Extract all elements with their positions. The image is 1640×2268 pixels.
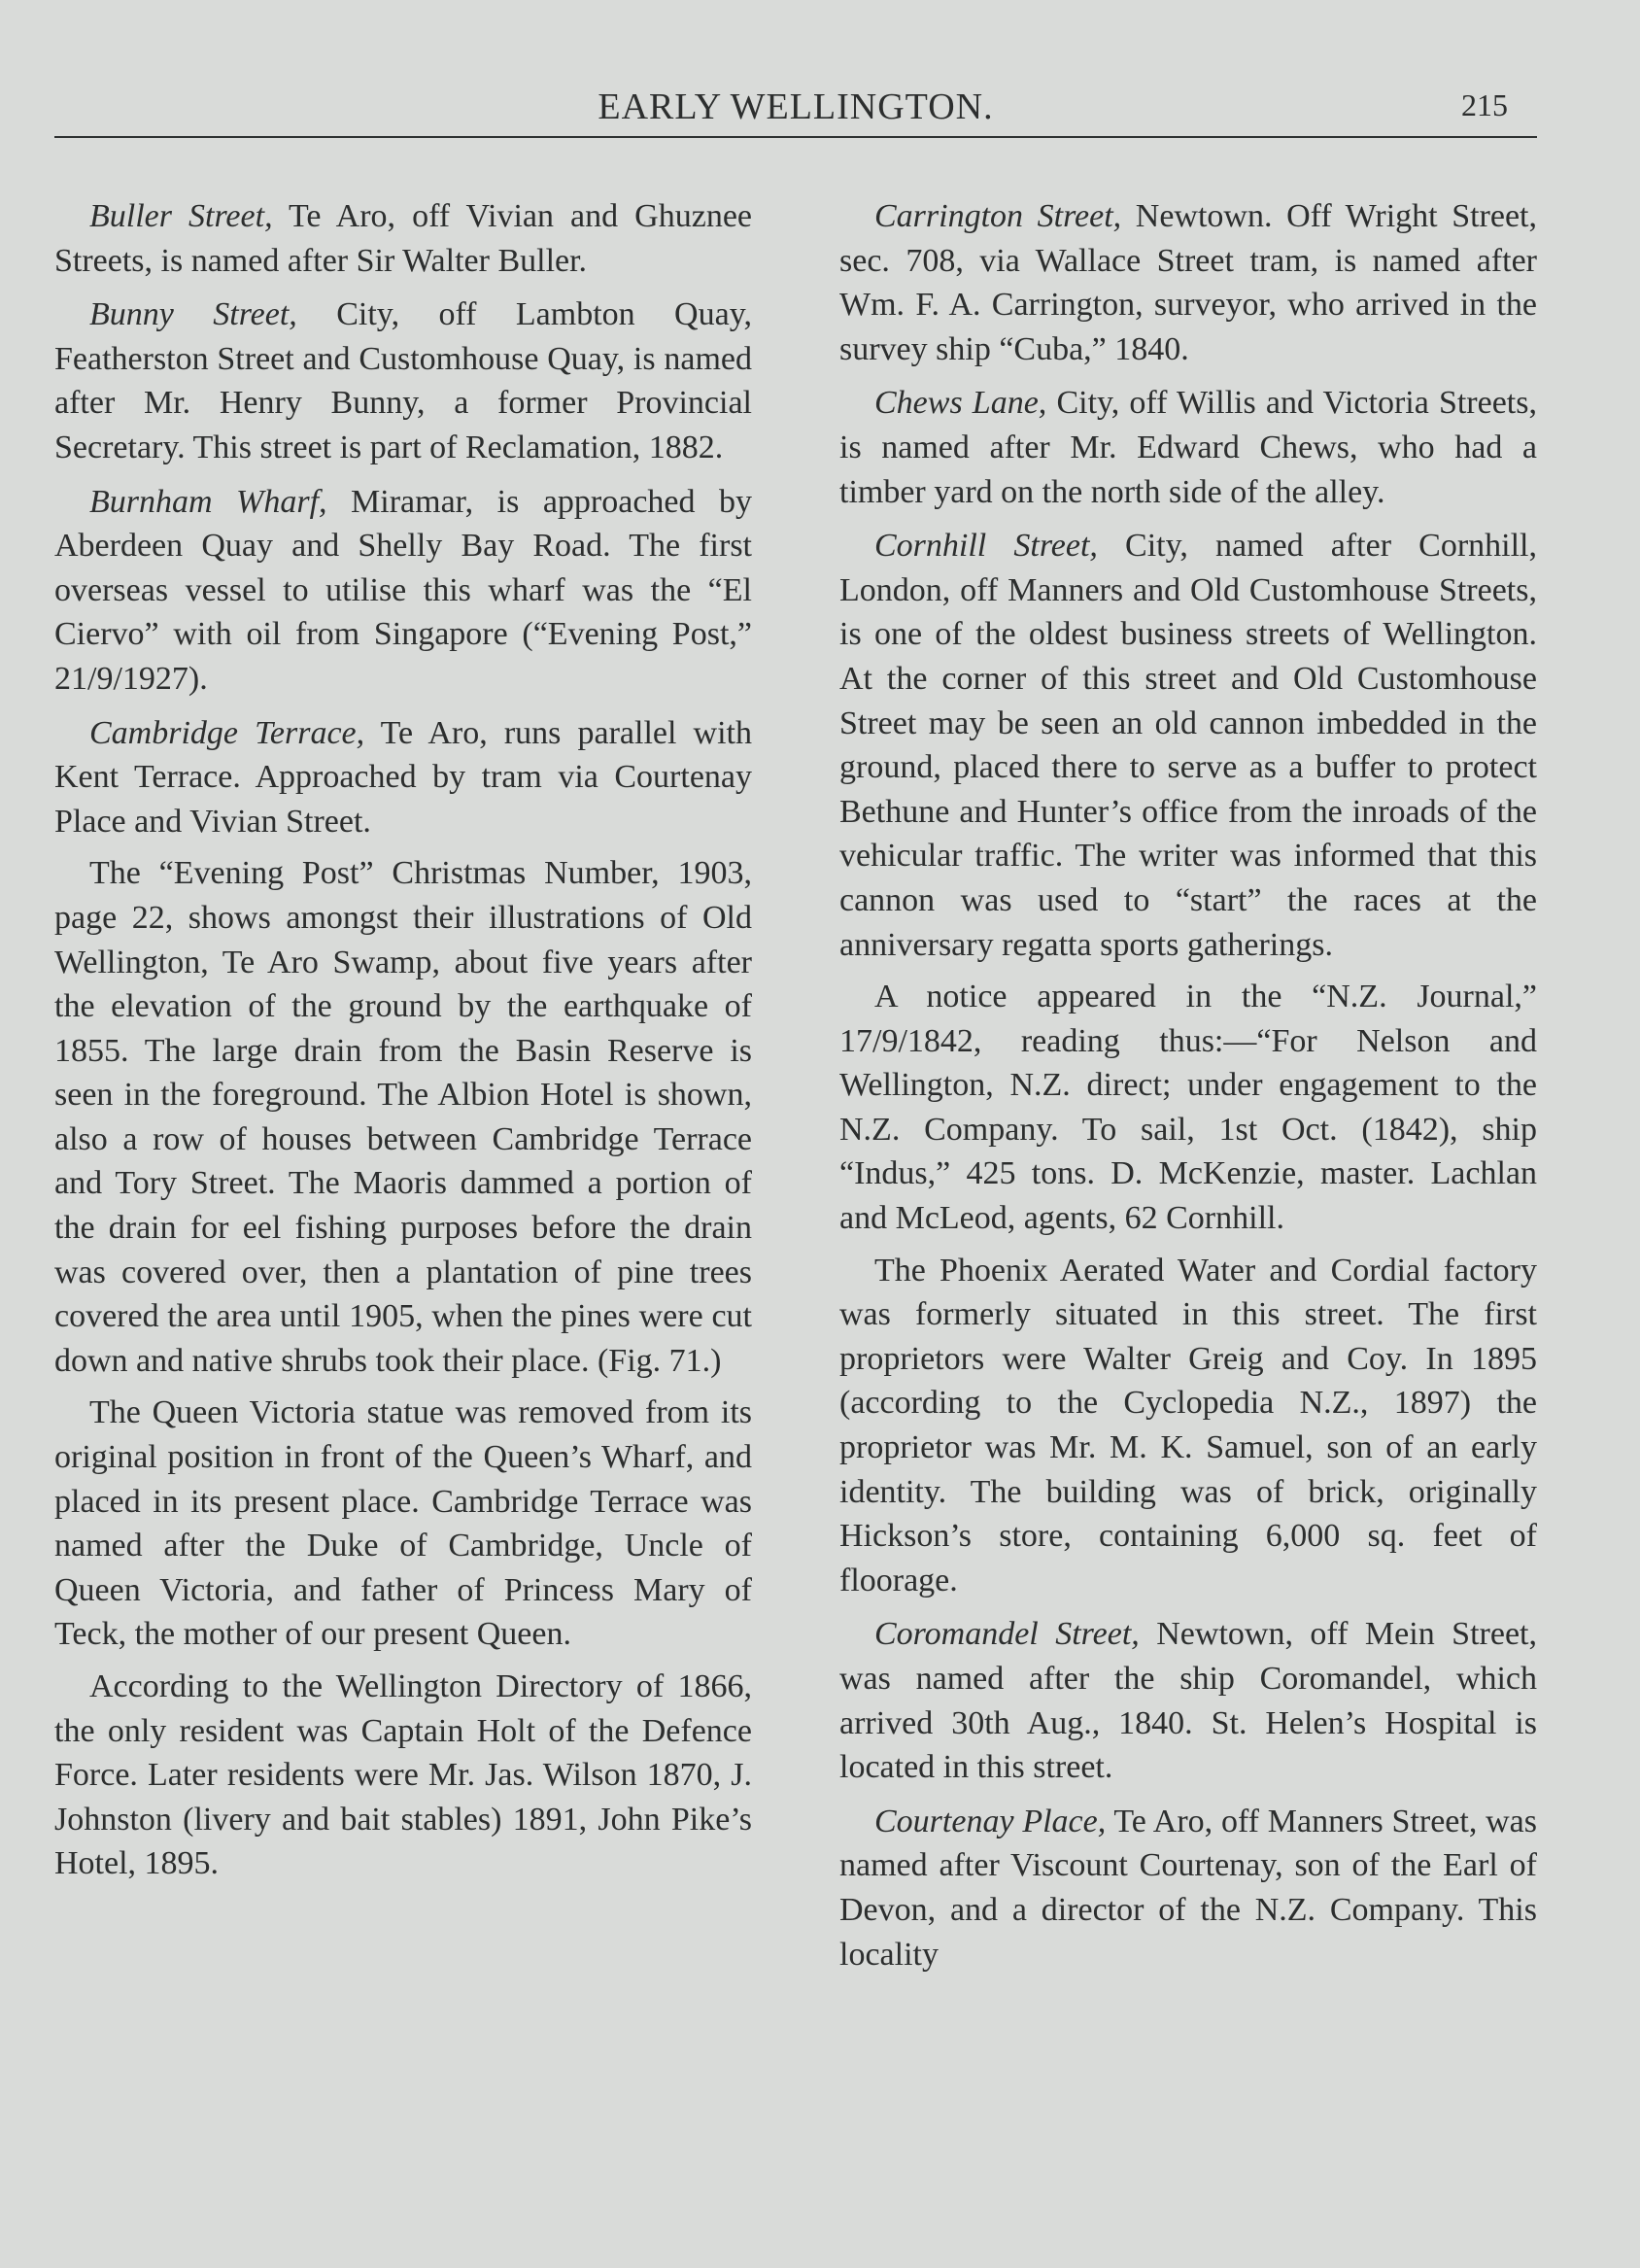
street-name: Chews Lane, bbox=[874, 385, 1047, 422]
paragraph-text: Te Aro, runs parallel with Kent Terrace. Approached by tram via Courtenay Place and Vivian Street. bbox=[54, 714, 752, 840]
paragraph-text: The Phoenix Aerated Water and Cordial factory was formerly situated in this street. The first proprietors were Walter Greig and Coy. In 1895 (according to the Cyclopedia N.Z., 1897) the proprietor was Mr. M. K. Samuel, son of an early identity. The building was of brick, originally Hickson’s store, containing 6,000 sq. feet of floorage. bbox=[839, 1252, 1537, 1598]
paragraph-queen-victoria-statue bbox=[54, 1391, 752, 1657]
paragraph-text: Te Aro, off Vivian and Ghuznee Streets, is named after Sir Walter Buller. bbox=[54, 198, 753, 279]
paragraph-text: City, named after Cornhill, London, off Manners and Old Customhouse Streets, is one of the oldest business streets of Wellington. At the corner of this street and Old Customhouse Street may be seen an old cannon imbedded in the ground, placed there to serve as a buffer to protect Bethune and Hunter’s office from the inroads of the vehicular traffic. The writer was informed that this cannon was used to “start” the races at the anniversary regatta sports gatherings. bbox=[839, 528, 1537, 963]
running-title: EARLY WELLINGTON. bbox=[598, 86, 994, 127]
paragraph-text: The “Evening Post” Christmas Number, 1903, page 22, shows amongst their illustrations of Old Wellington, Te Aro Swamp, about five years after the elevation of the ground by the earthquake of 1855. The large drain from the Basin Reserve is seen in the foreground. The Albion Hotel is shown, also a row of houses between Cambridge Terrace and Tory Street. The Maoris dammed a portion of the drain for eel fishing purposes before the drain was covered over, then a plantation of pine trees covered the area until 1905, when the pines were cut down and native shrubs took their place. (Fig. 71.) bbox=[54, 855, 752, 1379]
paragraph-wellington-directory bbox=[54, 1665, 752, 1886]
left-column bbox=[54, 194, 752, 1894]
paragraph-buller-street bbox=[54, 194, 752, 283]
street-name: Buller Street, bbox=[89, 198, 273, 234]
paragraph-text: Miramar, is approached by Aberdeen Quay and Shelly Bay Road. The first overseas vessel to utilise this wharf was the “El Ciervo” with oil from Singapore (“Evening Post,” 21/9/1927). bbox=[54, 483, 753, 697]
street-name: Coromandel Street, bbox=[874, 1616, 1140, 1653]
paragraph-text: According to the Wellington Directory of 1866, the only resident was Captain Holt of the Defence Force. Later residents were Mr. Jas. Wilson 1870, J. Johnston (livery and bait stables) 1891, John Pike’s Hotel, 1895. bbox=[54, 1668, 752, 1882]
paragraph-text: City, off Lambton Quay, Featherston Street and Customhouse Quay, is named after Mr. Henry Bunny, a former Provincial Secretary. This street is part of Reclamation, 1882. bbox=[54, 296, 752, 465]
paragraph-evening-post bbox=[54, 851, 752, 1383]
paragraph-text: City, off Willis and Victoria Streets, is named after Mr. Edward Chews, who had a timber yard on the north side of the alley. bbox=[839, 385, 1537, 510]
paragraph-cornhill-street bbox=[839, 524, 1537, 967]
paragraph-coromandel-street bbox=[839, 1612, 1537, 1789]
street-name: Burnham Wharf, bbox=[89, 483, 327, 520]
paragraph-text: Newtown, off Mein Street, was named after the ship Coromandel, which arrived 30th Aug., 1840. St. Helen’s Hospital is located in this street. bbox=[839, 1616, 1537, 1786]
paragraph-courtenay-place bbox=[839, 1800, 1537, 1976]
paragraph-chews-lane bbox=[839, 381, 1537, 514]
paragraph-text: A notice appeared in the “N.Z. Journal,” 17/9/1842, reading thus:—“For Nelson and Wellington, N.Z. direct; under engagement to the N.Z. Company. To sail, 1st Oct. (1842), ship “Indus,” 425 tons. D. McKenzie, master. Lachlan and McLeod, agents, 62 Cornhill. bbox=[839, 979, 1537, 1237]
street-name: Cambridge Terrace, bbox=[89, 714, 365, 751]
paragraph-carrington-street bbox=[839, 194, 1537, 371]
paragraph-cambridge-terrace bbox=[54, 711, 752, 844]
page-number: 215 bbox=[1461, 87, 1508, 122]
paragraph-bunny-street bbox=[54, 292, 752, 469]
paragraph-burnham-wharf bbox=[54, 480, 752, 702]
header-rule bbox=[54, 136, 1537, 138]
paragraph-phoenix-aerated-water bbox=[839, 1249, 1537, 1603]
street-name: Courtenay Place, bbox=[874, 1803, 1107, 1839]
paragraph-text: Newtown. Off Wright Street, sec. 708, via Wallace Street tram, is named after Wm. F. A. Carrington, surveyor, who arrived in the survey ship “Cuba,” 1840. bbox=[839, 198, 1538, 367]
page-header bbox=[54, 82, 1537, 138]
paragraph-text: Te Aro, off Manners Street, was named after Viscount Courtenay, son of the Earl of Devon, and a director of the N.Z. Company. This locality bbox=[839, 1803, 1537, 1973]
right-column bbox=[839, 194, 1537, 1984]
street-name: Cornhill Street, bbox=[874, 528, 1098, 565]
street-name: Bunny Street, bbox=[89, 296, 297, 333]
paragraph-text: The Queen Victoria statue was removed from its original position in front of the Queen’s Wharf, and placed in its present place. Cambridge Terrace was named after the Duke of Cambridge, Uncle of Queen Victoria, and father of Princess Mary of Teck, the mother of our present Queen. bbox=[54, 1394, 752, 1653]
paragraph-nz-journal-notice bbox=[839, 975, 1537, 1241]
street-name: Carrington Street, bbox=[874, 198, 1122, 234]
